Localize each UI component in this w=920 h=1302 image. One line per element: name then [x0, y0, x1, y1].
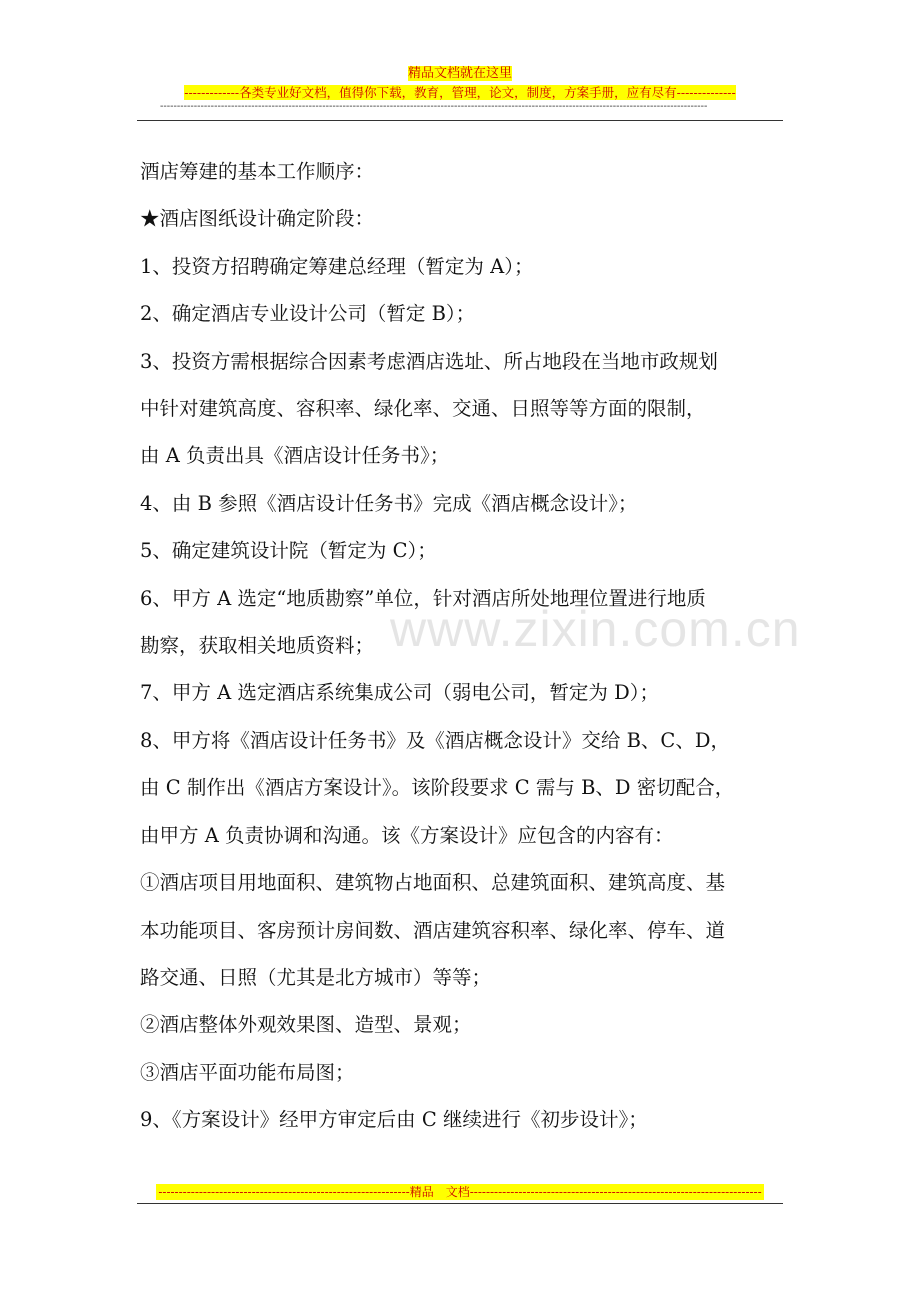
paragraph-step-6 — [140, 575, 790, 670]
text-line: 6、甲方 A 选定“地质勘察”单位，针对酒店所处地理位置进行地质 — [140, 586, 706, 610]
text-line: 勘察，获取相关地质资料； — [140, 634, 375, 658]
document-body — [140, 148, 790, 1144]
text-line: 4、由 B 参照《酒店设计任务书》完成《酒店概念设计》； — [140, 491, 638, 515]
text-line: 由 A 负责出具《酒店设计任务书》； — [140, 444, 450, 468]
text-line: 5、确定建筑设计院（暂定为 C）； — [140, 539, 437, 563]
text-line: 3、投资方需根据综合因素考虑酒店选址、所占地段在当地市政规划 — [140, 349, 718, 373]
watermark: www.zixin.com.cn — [390, 601, 801, 657]
header-divider — [137, 120, 783, 121]
text-line: ③酒店平面功能布局图； — [140, 1060, 355, 1084]
text-line: 酒店筹建的基本工作顺序： — [140, 160, 375, 183]
header-title — [0, 66, 920, 82]
paragraph-step-9 — [140, 1096, 790, 1143]
paragraph-item-1 — [140, 859, 790, 1001]
text-line: ②酒店整体外观效果图、造型、景观； — [140, 1013, 472, 1037]
text-line: 中针对建筑高度、容积率、绿化率、交通、日照等等方面的限制， — [140, 397, 706, 421]
paragraph-step-5 — [140, 527, 790, 574]
footer-divider — [137, 1203, 783, 1204]
paragraph-step-7 — [140, 669, 790, 716]
header-subtitle-text: -------------各类专业好文档，值得你下载，教育，管理，论文，制度，方案手册，应有尽有-------------- — [184, 85, 736, 100]
text-line: ★酒店图纸设计确定阶段： — [140, 207, 375, 231]
paragraph-stage-heading — [140, 195, 790, 242]
header-dash-line: ------------------------------------------------------------------------------------------------------------------------------------------------------------------ — [160, 101, 708, 112]
paragraph-step-1 — [140, 243, 790, 290]
paragraph-step-3 — [140, 338, 790, 480]
paragraph-step-4 — [140, 480, 790, 527]
text-line: 9、《方案设计》经甲方审定后由 C 继续进行《初步设计》； — [140, 1108, 648, 1132]
text-line: ①酒店项目用地面积、建筑物占地面积、总建筑面积、建筑高度、基 — [140, 871, 726, 895]
paragraph-intro — [140, 148, 790, 195]
header-subtitle — [0, 85, 920, 101]
text-line: 8、甲方将《酒店设计任务书》及《酒店概念设计》交给 B、C、D， — [140, 728, 730, 752]
text-line: 本功能项目、客房预计房间数、酒店建筑容积率、绿化率、停车、道 — [140, 918, 726, 942]
text-line: 由甲方 A 负责协调和沟通。该《方案设计》应包含的内容有： — [140, 823, 674, 847]
header-title-text: 精品文档就在这里 — [407, 66, 512, 81]
text-line: 路交通、日照（尤其是北方城市）等等； — [140, 965, 492, 989]
text-line: 1、投资方招聘确定筹建总经理（暂定为 A）； — [140, 254, 534, 278]
paragraph-item-3 — [140, 1049, 790, 1096]
text-line: 2、确定酒店专业设计公司（暂定 B）； — [140, 302, 476, 326]
text-line: 7、甲方 A 选定酒店系统集成公司（弱电公司，暂定为 D）； — [140, 681, 659, 705]
paragraph-step-8 — [140, 717, 790, 859]
footer-banner: --------------------------------------------------------------精品 文档------------------------------------------------------------------------ — [156, 1184, 764, 1200]
text-line: 由 C 制作出《酒店方案设计》。该阶段要求 C 需与 B、D 密切配合， — [140, 776, 735, 800]
paragraph-item-2 — [140, 1001, 790, 1048]
paragraph-step-2 — [140, 290, 790, 337]
